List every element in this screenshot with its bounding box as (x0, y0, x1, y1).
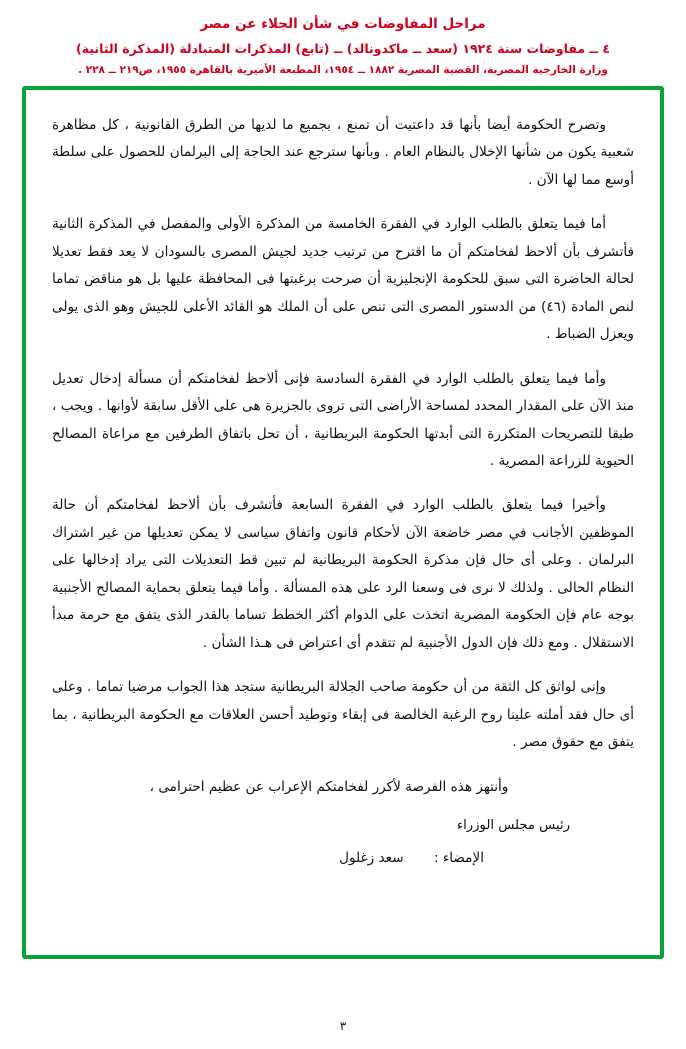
signature-line (52, 845, 484, 872)
header-subtitle: ٤ ــ مفاوضات سنة ١٩٢٤ (سعد ــ ماكدونالد) ــ (تابع) المذكرات المتبادلة (المذكرة الثانية) (76, 41, 610, 56)
signature-name: سعد زغلول (339, 850, 404, 867)
signature-role: رئيس مجلس الوزراء (456, 817, 570, 833)
body-paragraph: وتصرح الحكومة أيضا بأنها قد داعتيت أن تمنع ، بجميع ما لديها من الطرق القانونية ، كل مظاهرة شعبية يكون من شأنها الإخلال بالنظام العام . وبأنها سترجع عند الحاجة إلى البرلمان للحصول على سلطة أوسع مما لها الآن . (52, 117, 634, 188)
body-paragraph: وأما فيما يتعلق بالطلب الوارد في الفقرة السادسة فإنى ألاحظ لفخامتكم أن مسألة إدخال تعديل منذ الآن على المقدار المحدد لمساحة الأراضى التى تروى بالجزيرة هى على الأقل سابقة لأوانها . ويجب ، طبقا للتصريحات المتكررة التى أبدتها الحكومة البريطانية ، أن تحل باتفاق الطرفين مع مراعاة المصالح الحيوية للزراعة المصرية . (52, 370, 634, 469)
document-body-frame (22, 86, 664, 959)
page-title: مراحل المفاوضات في شأن الجلاء عن مصر (200, 16, 486, 32)
signature-block (52, 774, 634, 873)
document-header (22, 16, 664, 76)
signature-label: الإمضاء : (433, 850, 484, 867)
page-number: ٣ (339, 1019, 347, 1033)
body-paragraph: وإنى لواثق كل الثقة من أن حكومة صاحب الجلالة البريطانية ستجد هذا الجواب مرضيا تماما . وعلى أى حال فقد أملته علينا روح الرغبة الخالصة فى إبقاء وتوطيد أحسن العلاقات مع الحكومة البريطانية ، بما يتفق مع حقوق مصر . (52, 679, 634, 751)
closing-line: وأنتهز هذه الفرصة لأكرر لفخامتكم الإعراب عن عظيم احترامى ، (149, 778, 509, 795)
header-source-citation: وزارة الخارجية المصرية، القضية المصرية ١٨٨٢ ــ ١٩٥٤، المطبعة الأميرية بالقاهرة ١٩٥٥، ص٢١٩ ــ ٢٢٨ . (78, 64, 608, 76)
body-paragraph: وأخيرا فيما يتعلق بالطلب الوارد في الفقرة السابعة فأتشرف بأن ألاحظ لفخامتكم أن حالة الموظفين الأجانب في مصر خاضعة الآن لأحكام قانون واتفاق سياسى لا يمكن تعديلها من غير اشتراك البرلمان . وعلى أى حال فإن مذكرة الحكومة البريطانية لم تبين قط التعديلات التى يراد إدخالها على النظام الحالى . ولذلك لا نرى فى وسعنا الرد على هذه المسألة . وأما فيما يتعلق بحماية المصالح الأجنبية بوجه عام فإن الحكومة المصرية اتخذت على الدوام أكثر الخطط تساما بالقدر الذى يتفق مع حرمة مبدأ الاستقلال . ومع ذلك فإن الدول الأجنبية لم تتقدم أى اعتراض فى هـذا الشأن . (52, 497, 634, 651)
body-paragraph: أما فيما يتعلق بالطلب الوارد في الفقرة الخامسة من المذكرة الأولى والمفصل في المذكرة الثانية فأتشرف بأن ألاحظ لفخامتكم أن ما اقترح من ترتيب جديد لجيش المصرى بالسودان لا يعد فقط تعديلا لحالة الحاضرة التى سبق للحكومة الإنجليزية أن صرحت برغبتها فى المحافظة عليها بل هو مناقض تماما لنص المادة (٤٦) من الدستور المصرى التى تنص على أن الملك هو القائد الأعلى للجيش وهو الذى يولى ويعزل الضباط . (52, 216, 634, 343)
